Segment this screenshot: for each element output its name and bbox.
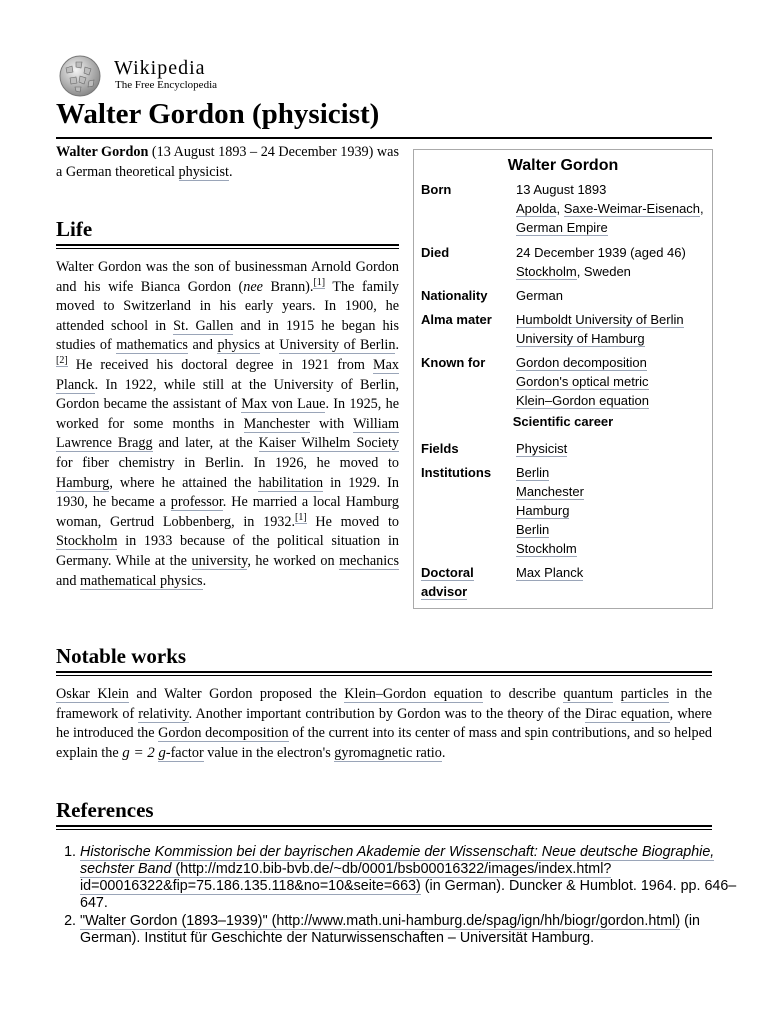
link-habilitation[interactable]: habilitation bbox=[258, 474, 324, 491]
section-heading-references: References bbox=[56, 798, 154, 822]
section-divider bbox=[56, 244, 399, 249]
link-advisor-max-planck[interactable]: Max Planck bbox=[516, 565, 584, 580]
link-german-empire[interactable]: German Empire bbox=[516, 220, 608, 235]
infobox-label: Nationality bbox=[421, 288, 488, 303]
link-saxe-weimar-eisenach[interactable]: Saxe-Weimar-Eisenach bbox=[563, 201, 701, 216]
link-klein-gordon-equation[interactable]: Klein–Gordon equation bbox=[516, 393, 649, 408]
link-klein-gordon-equation-text[interactable]: Klein–Gordon equation bbox=[344, 686, 483, 702]
reference-2-link[interactable]: "Walter Gordon (1893–1939)" (http://www.math.uni-hamburg.de/spag/ign/hh/biogr/gordon.html) bbox=[80, 913, 681, 929]
intro-text: . bbox=[228, 163, 233, 180]
link-stockholm[interactable]: Stockholm bbox=[56, 533, 118, 550]
link-quantum[interactable]: quantum bbox=[563, 686, 614, 702]
link-st-gallen[interactable]: St. Gallen bbox=[173, 317, 234, 334]
page-title: Walter Gordon (physicist) bbox=[56, 98, 380, 130]
notable-works-paragraph: Oskar Klein and Walter Gordon proposed the Klein–Gordon equation to describe quantum particles in the framework of relativity. Another important contribution by Gordon was to the theory of the Dirac equation, where he introduced the Gordon decomposition of the current into its center of mass and spin contributions, and so helped explain the g = 2 g-factor value in the electron's gyromagnetic ratio. bbox=[56, 686, 712, 761]
link-university-of-hamburg[interactable]: University of Hamburg bbox=[516, 331, 645, 346]
link-physicist[interactable]: physicist bbox=[178, 163, 229, 180]
link-gordon-decomposition[interactable]: Gordon decomposition bbox=[516, 355, 647, 370]
wikipedia-globe-icon[interactable] bbox=[56, 54, 104, 98]
link-physicist-field[interactable]: Physicist bbox=[516, 441, 568, 456]
link-particles[interactable]: particles bbox=[620, 686, 669, 702]
infobox-value: 24 December 1939 (aged 46) Stockholm, Sweden bbox=[516, 245, 686, 279]
infobox-label: Known for bbox=[421, 355, 486, 370]
link-institution-manchester[interactable]: Manchester bbox=[516, 484, 584, 499]
infobox-value bbox=[516, 563, 706, 582]
link-stockholm-died[interactable]: Stockholm bbox=[516, 264, 577, 279]
infobox-label: Institutions bbox=[421, 465, 492, 480]
infobox-label: Fields bbox=[421, 441, 459, 456]
link-mathematics[interactable]: mathematics bbox=[116, 337, 188, 354]
link-institution-hamburg[interactable]: Hamburg bbox=[516, 503, 570, 518]
infobox-section-scientific-career: Scientific career bbox=[512, 414, 614, 429]
link-apolda[interactable]: Apolda bbox=[516, 201, 557, 216]
reference-item: 1. Historische Kommission bei der bayrischen Akademie der Wissenschaft: Neue deutsche Biographie, sechster Band (http://mdz10.bib-bvb.de/~db/0001/bsb00016322/images/index.html?id=00016322&fip=75.186.135.118&no=10&seite=663) (in German). Duncker & Humblot. 1964. pp. 646–647. bbox=[80, 844, 740, 912]
citation-2[interactable]: [2] bbox=[56, 355, 68, 367]
section-heading-notable-works: Notable works bbox=[56, 644, 187, 668]
link-gordons-optical-metric[interactable]: Gordon's optical metric bbox=[516, 374, 649, 389]
life-paragraph: Walter Gordon was the son of businessman Arnold Gordon and his wife Bianca Gordon (nee Brann).[1] The family moved to Switzerland in his early years. In 1900, he attended school in St. Gallen and in 1915 he began his studies of mathematics and physics at University of Berlin.[2] He received his doctoral degree in 1921 from Max Planck. In 1922, while still at the University of Berlin, Gordon became the assistant of Max von Laue. In 1925, he worked for some months in Manchester with William Lawrence Bragg and later, at the Kaiser Wilhelm Society for fiber chemistry in Berlin. In 1926, he moved to Hamburg, where he attained the habilitation in 1929. In 1930, he became a professor. He married a local Hamburg woman, Gertrud Lobbenberg, in 1932.[1] He moved to Stockholm in 1933 because of the political situation in Germany. While at the university, he worked on mechanics and mathematical physics. bbox=[56, 259, 400, 589]
infobox-value bbox=[516, 463, 706, 558]
reference-item: 2. "Walter Gordon (1893–1939)" (http://www.math.uni-hamburg.de/spag/ign/hh/biogr/gordon.html) (in German). Institut für Geschichte der Naturwissenschaften – Universität Hamburg. bbox=[80, 913, 740, 947]
nee-italic: nee bbox=[243, 278, 263, 295]
intro-text: (13 August 1893 – 24 December 1939) was a German theoretical bbox=[56, 144, 399, 180]
infobox-title: Walter Gordon bbox=[507, 157, 619, 174]
intro-subject: Walter Gordon bbox=[56, 144, 149, 160]
infobox-label: Born bbox=[421, 182, 452, 197]
citation-1-repeat[interactable]: [1] bbox=[295, 511, 307, 523]
link-max-von-laue[interactable]: Max von Laue bbox=[241, 396, 326, 413]
infobox-value bbox=[516, 353, 706, 410]
link-g-factor[interactable]: g-factor bbox=[158, 744, 204, 761]
link-physics[interactable]: physics bbox=[217, 337, 260, 354]
link-institution-stockholm[interactable]: Stockholm bbox=[516, 541, 577, 556]
link-max-planck[interactable]: Max Planck bbox=[56, 356, 399, 393]
infobox-value: 13 August 1893 Apolda, Saxe-Weimar-Eisenach, German Empire bbox=[516, 182, 704, 235]
link-relativity[interactable]: relativity bbox=[138, 705, 189, 722]
infobox-row-born bbox=[421, 180, 705, 240]
infobox-value bbox=[516, 310, 706, 348]
link-manchester[interactable]: Manchester bbox=[243, 415, 310, 432]
link-university[interactable]: university bbox=[191, 552, 248, 569]
infobox-label: Alma mater bbox=[421, 312, 492, 327]
link-gyromagnetic-ratio[interactable]: gyromagnetic ratio bbox=[334, 744, 442, 761]
link-william-lawrence-bragg[interactable]: William Lawrence Bragg bbox=[56, 415, 400, 452]
title-divider bbox=[56, 137, 712, 139]
infobox bbox=[413, 149, 713, 609]
link-university-of-berlin[interactable]: University of Berlin bbox=[279, 337, 396, 354]
link-kaiser-wilhelm-society[interactable]: Kaiser Wilhelm Society bbox=[258, 435, 399, 452]
link-oskar-klein[interactable]: Oskar Klein bbox=[56, 686, 129, 702]
section-heading-life: Life bbox=[56, 217, 93, 241]
infobox-label bbox=[421, 563, 511, 601]
link-dirac-equation[interactable]: Dirac equation bbox=[585, 705, 670, 722]
infobox-label: Died bbox=[421, 245, 450, 260]
link-hamburg[interactable]: Hamburg bbox=[56, 474, 110, 491]
link-humboldt-university[interactable]: Humboldt University of Berlin bbox=[516, 312, 684, 327]
link-mechanics[interactable]: mechanics bbox=[339, 552, 399, 569]
link-institution-berlin-2[interactable]: Berlin bbox=[516, 522, 550, 537]
reference-1-link[interactable]: Historische Kommission bei der bayrischen Akademie der Wissenschaft: Neue deutsche Biographie, sechster Band (http://mdz10.bib-bvb.de/~db/0001/bsb00016322/images/index.html?id=00016322&fip=75.186.135.118&no=10&seite=663) bbox=[80, 844, 715, 894]
citation-1[interactable]: [1] bbox=[313, 276, 326, 288]
infobox-value: German bbox=[516, 288, 563, 303]
link-professor[interactable]: professor bbox=[170, 494, 223, 511]
wikipedia-tagline: The Free Encyclopedia bbox=[115, 79, 218, 91]
section-divider bbox=[56, 825, 712, 830]
link-gordon-decomposition-text[interactable]: Gordon decomposition bbox=[158, 725, 289, 742]
infobox-value bbox=[516, 439, 706, 458]
intro-paragraph bbox=[56, 143, 399, 182]
link-mathematical-physics[interactable]: mathematical physics bbox=[80, 572, 203, 589]
link-institution-berlin[interactable]: Berlin bbox=[516, 465, 550, 480]
math-g-equals-2: g = 2 bbox=[122, 744, 155, 761]
wikipedia-wordmark[interactable]: Wikipedia bbox=[114, 57, 206, 79]
link-doctoral-advisor[interactable]: Doctoral advisor bbox=[421, 565, 474, 599]
section-divider bbox=[56, 671, 712, 676]
references-list bbox=[56, 844, 740, 948]
